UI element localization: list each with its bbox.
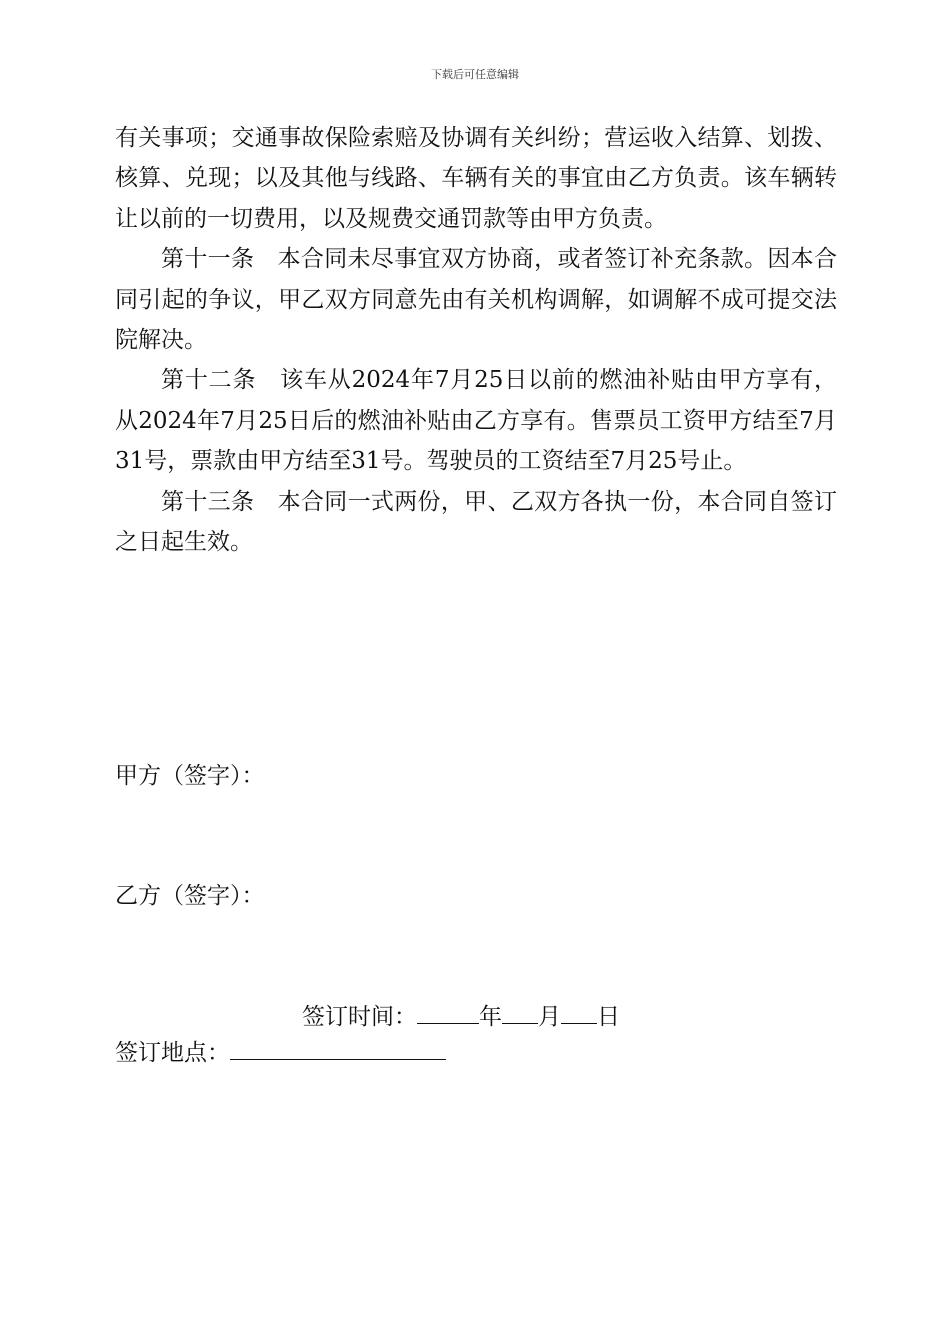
signing-date	[302, 996, 620, 1037]
party-a-label: 甲方（签字）：	[115, 763, 265, 789]
signing-place	[115, 1032, 446, 1073]
month-blank[interactable]	[502, 996, 538, 1024]
place-blank[interactable]	[230, 1032, 446, 1060]
year-blank[interactable]	[417, 996, 479, 1024]
day-blank[interactable]	[561, 996, 597, 1024]
paragraph-article-12: 第十二条 该车从2024年7月25日以前的燃油补贴由甲方享有，从2024年7月25日后的燃油补贴由乙方享有。售票员工资甲方结至7月31号，票款由甲方结至31号。驾驶员的工资结至7月25号止。	[115, 367, 837, 475]
paragraph-article-11: 第十一条 本合同未尽事宜双方协商，或者签订补充条款。因本合同引起的争议，甲乙双方同意先由有关机构调解，如调解不成可提交法院解决。	[115, 246, 837, 354]
signing-place-label: 签订地点：	[115, 1040, 230, 1066]
party-a-signature	[115, 756, 265, 796]
party-b-label: 乙方（签字）：	[115, 883, 265, 909]
party-b-signature	[115, 876, 265, 916]
signing-date-label: 签订时间：	[302, 1004, 417, 1030]
contract-body	[115, 118, 837, 562]
paragraph-continuation: 有关事项；交通事故保险索赔及协调有关纠纷；营运收入结算、划拨、核算、兑现；以及其他与线路、车辆有关的事宜由乙方负责。该车辆转让以前的一切费用，以及规费交通罚款等由甲方负责。	[115, 125, 837, 232]
month-unit: 月	[538, 1004, 561, 1030]
paragraph-article-13: 第十三条 本合同一式两份，甲、乙双方各执一份，本合同自签订之日起生效。	[115, 488, 837, 556]
header-note: 下载后可任意编辑	[431, 68, 519, 81]
year-unit: 年	[479, 1004, 502, 1030]
day-unit: 日	[597, 1004, 620, 1030]
